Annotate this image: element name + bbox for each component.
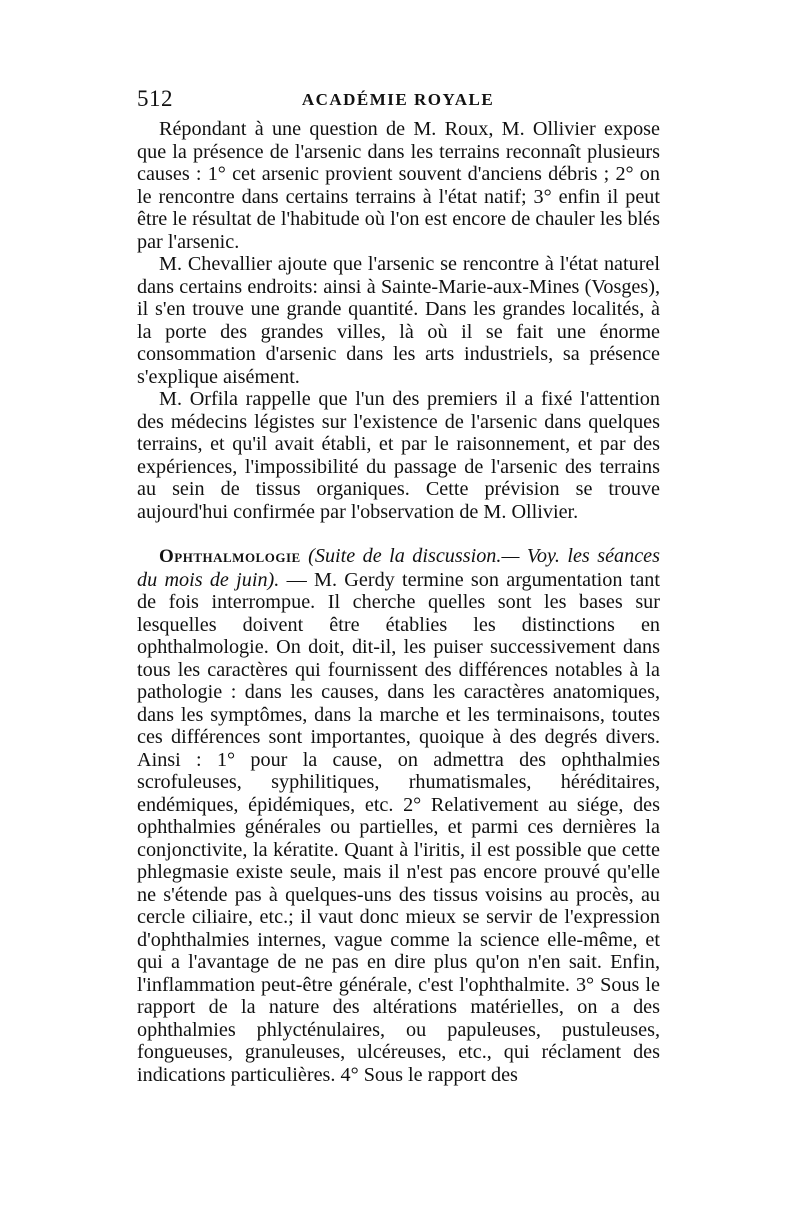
paragraph-chevallier: M. Chevallier ajoute que l'arsenic se rencontre à l'état naturel dans certains endroits: ainsi à Sainte-Marie-aux-Mines (Vosges), il s'en trouve une grande quantité. Dans les grandes localités, à la porte des grandes villes, là où il se fait une énorme consommation d'arsenic dans les arts industriels, sa présence s'explique aisément. [137,253,660,388]
section-ophthalmologie [137,545,660,1086]
section-heading: Ophthalmologie [159,546,301,567]
running-head: ACADÉMIE ROYALE [301,90,495,109]
paragraph-orfila: M. Orfila rappelle que l'un des premiers il a fixé l'attention des médecins légistes sur l'existence de l'arsenic dans quelques terrains, et qu'il avait établi, et par le raisonnement, et par des expériences, l'impossibilité du passage de l'arsenic des terrains au sein de tissus organiques. Cette prévision se trouve aujourd'hui confirmée par l'observation de M. Ollivier. [137,388,660,523]
page-body [137,118,660,1086]
page-header [137,86,659,120]
section-text: — M. Gerdy termine son argumentation tant de fois interrompue. Il cherche quelles sont les bases sur lesquelles doivent être établies les distinctions en ophthalmologie. On doit, dit-il, les puiser successivement dans tous les caractères qui fournissent des différences notables à la pathologie : dans les causes, dans les caractères anatomiques, dans les symptômes, dans la marche et les terminaisons, toutes ces différences sont importantes, quoique à des degrés divers. Ainsi : 1° pour la cause, on admettra des ophthalmies scrofuleuses, syphilitiques, rhumatismales, héréditaires, endémiques, épidémiques, etc. 2° Relativement au siége, des ophthalmies générales ou partielles, et parmi ces dernières la conjonctivite, la kératite. Quant à l'iritis, il est possible que cette phlegmasie existe seule, mais il n'est pas encore prouvé qu'elle ne s'étende pas à quelques-uns des tissus voisins au procès, au cercle ciliaire, etc.; il vaut donc mieux se servir de l'expression d'ophthalmies internes, vague comme la science elle-même, et qui a l'avantage de ne pas en dire plus qu'on n'en sait. Enfin, l'inflammation peut-être générale, c'est l'ophthalmite. 3° Sous le rapport de la nature des altérations matérielles, on a des ophthalmies phlycténulaires, ou papuleuses, pustuleuses, fongueuses, granuleuses, ulcéreuses, etc., qui réclament des indications particulières. 4° Sous le rapport des [137,568,661,1086]
page-number: 512 [137,86,173,111]
section-italic-note: (Suite de la discussion.— Voy. les séances du mois de juin). [137,545,660,591]
paragraph-ollivier: Répondant à une question de M. Roux, M. Ollivier expose que la présence de l'arsenic dans les terrains reconnaît plusieurs causes : 1° cet arsenic provient souvent d'anciens débris ; 2° on le rencontre dans certains terrains à l'état natif; 3° enfin il peut être le résultat de l'habitude où l'on est encore de chauler les blés par l'arsenic. [137,118,660,253]
